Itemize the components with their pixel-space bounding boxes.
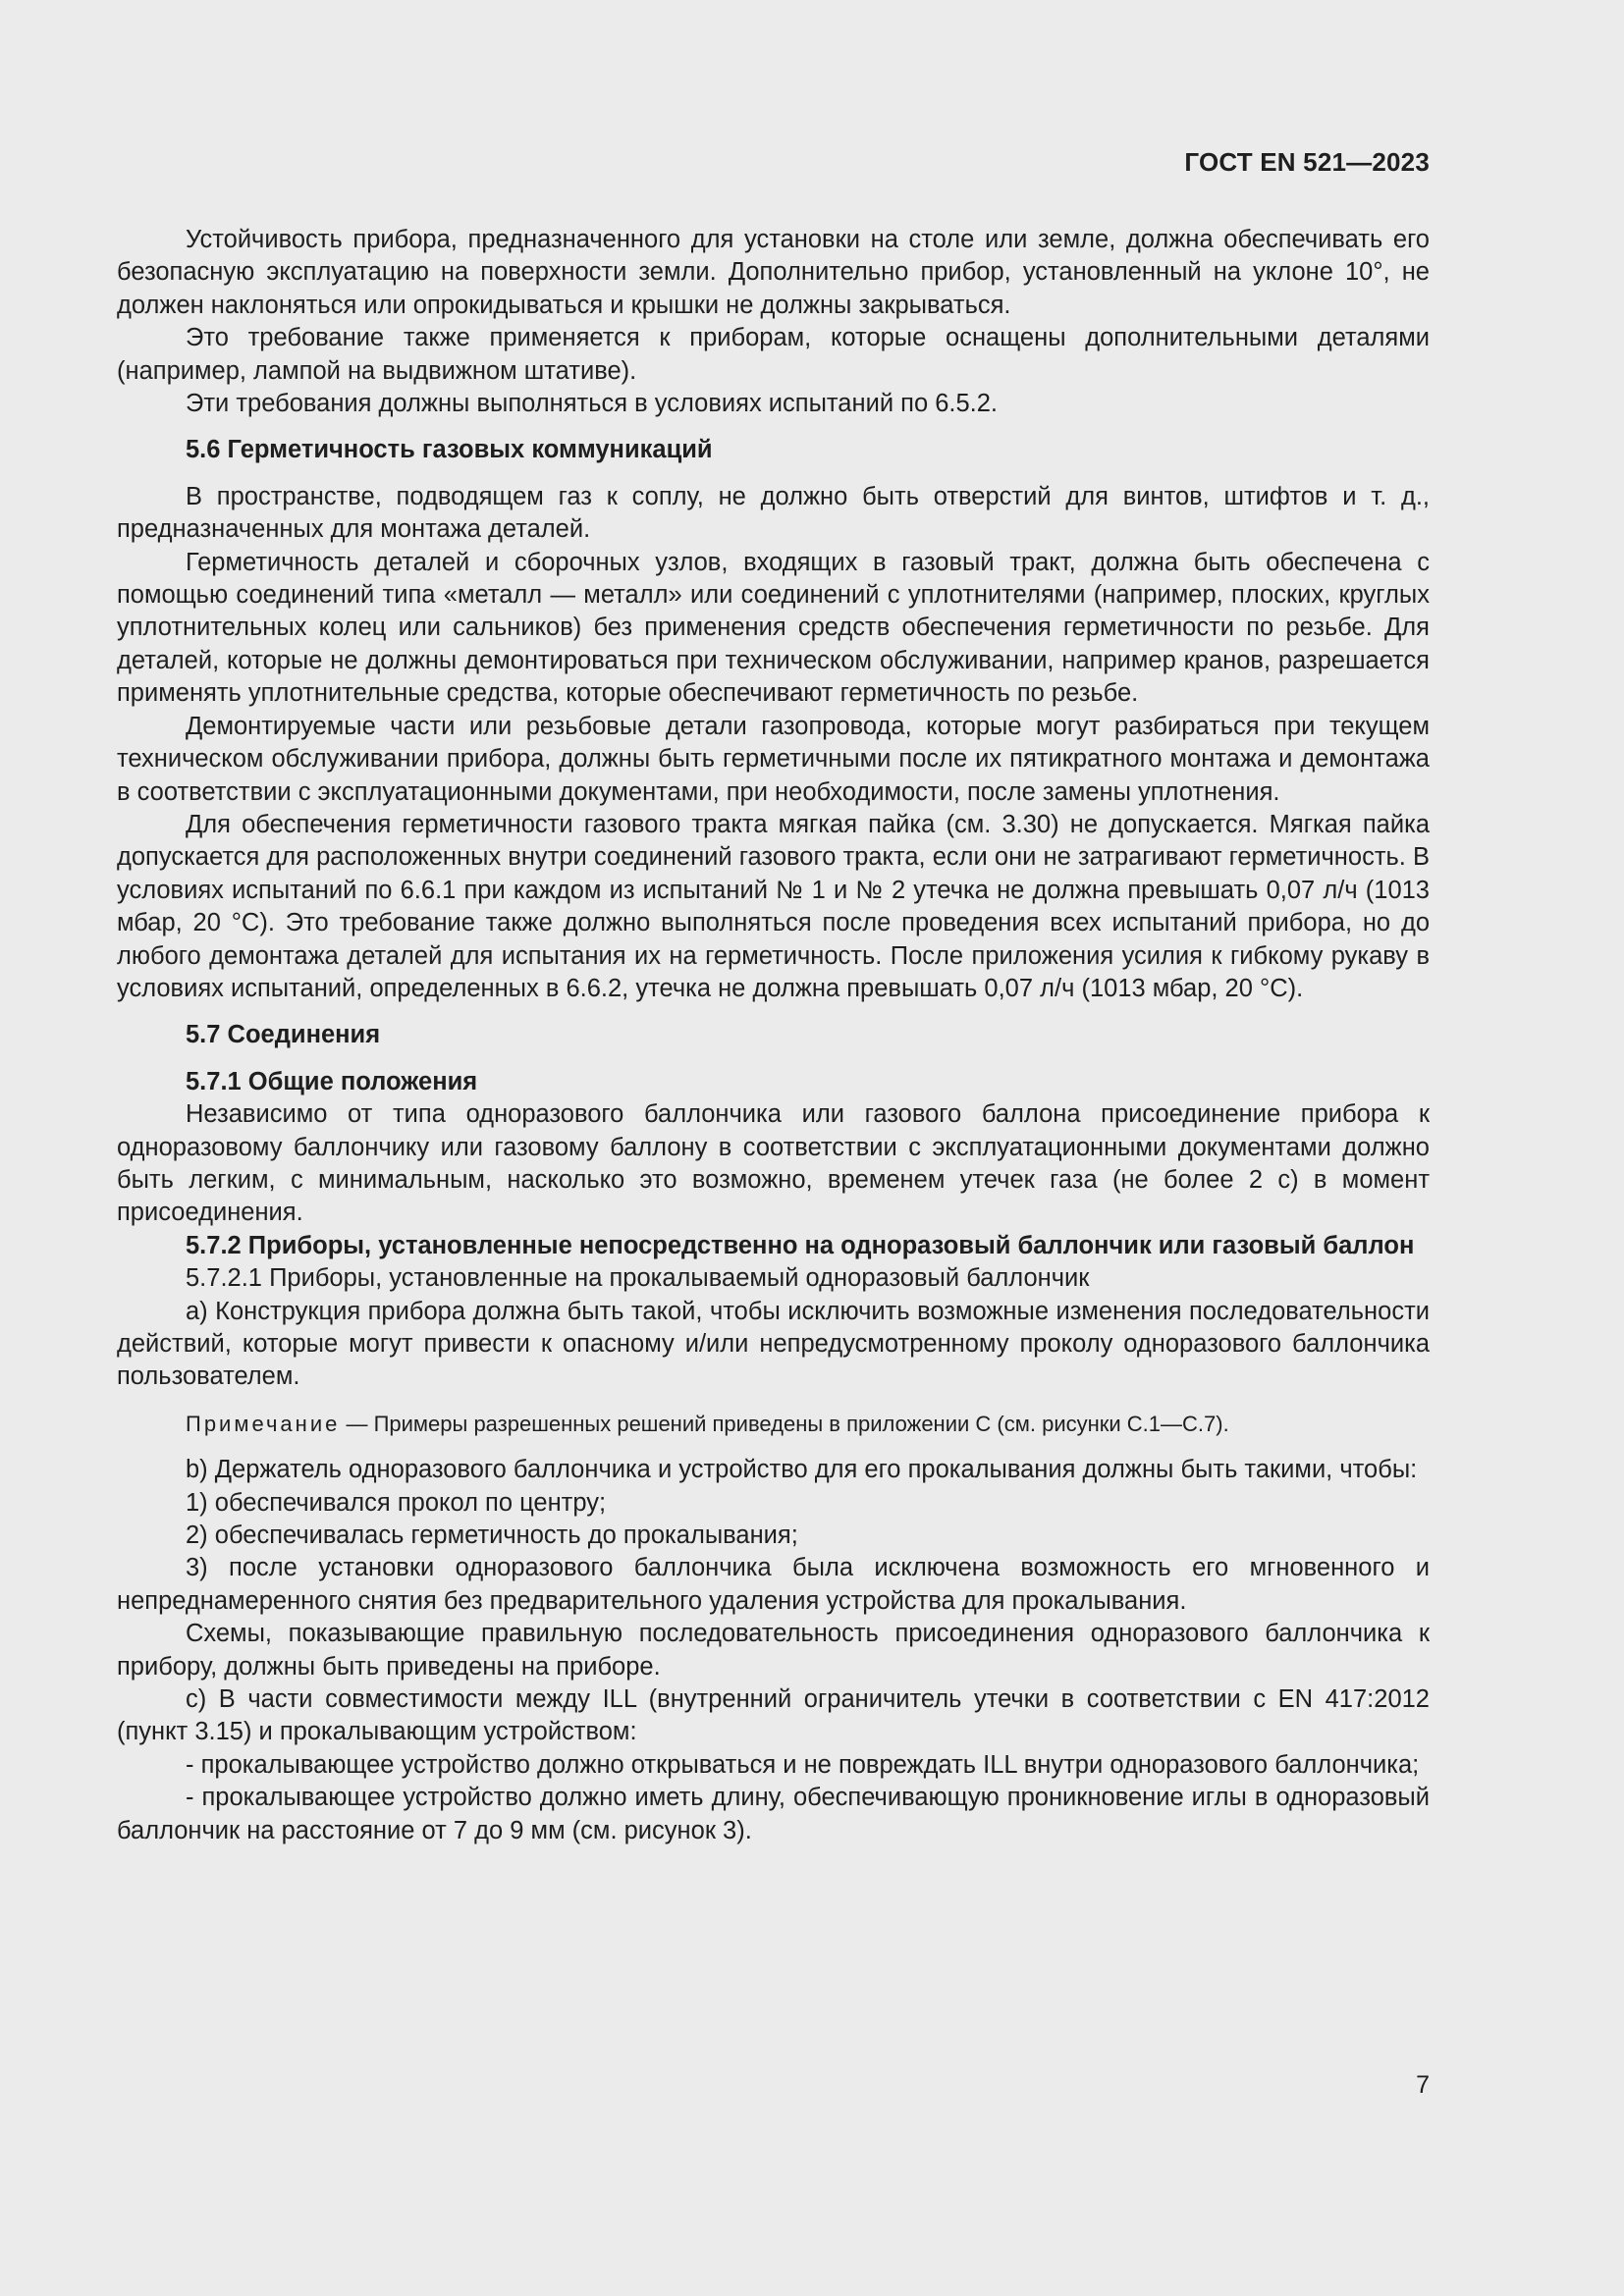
paragraph: Устойчивость прибора, предназначенного для установки на столе или земле, должна обеспечивать его безопасную эксплуатацию на поверхности земли. Дополнительно прибор, установленный на уклоне 10°, не должен наклоняться или опрокидываться и крышки не должны закрываться. (117, 226, 1430, 319)
list-item: - прокалывающее устройство должно иметь длину, обеспечивающую проникновение иглы в одноразовый баллончик на расстояние от 7 до 9 мм (см. рисунок 3). (117, 1784, 1430, 1844)
note-label: Примечание (186, 1411, 341, 1436)
body-text (117, 224, 1430, 1847)
list-item: 3) после установки одноразового баллончика была исключена возможность его мгновенного и непреднамеренного снятия без предварительного удаления устройства для прокалывания. (117, 1554, 1430, 1615)
section-heading: 5.6 Герметичность газовых коммуникаций (186, 436, 713, 464)
paragraph: Эти требования должны выполняться в условиях испытаний по 6.5.2. (186, 390, 999, 418)
note (117, 1408, 1430, 1440)
section-heading: 5.7 Соединения (186, 1021, 381, 1049)
list-item: b) Держатель одноразового баллончика и устройство для его прокалывания должны быть такими, чтобы: (186, 1456, 1418, 1484)
paragraph: Независимо от типа одноразового баллончика или газового баллона присоединение прибора к одноразовому баллончику или газовому баллону в соответствии с эксплуатационными документами должно быть легким, с минимальным, насколько это возможно, временем утечек газа (не более 2 с) в момент присоединения. (117, 1100, 1430, 1227)
list-item: 1) обеспечивался прокол по центру; (186, 1488, 607, 1517)
page-number: 7 (1416, 2071, 1430, 2099)
paragraph: Для обеспечения герметичности газового тракта мягкая пайка (см. 3.30) не допускается. Мягкая пайка допускается для расположенных внутри соединений газового тракта, если они не затрагивают герметичность. В условиях испытаний по 6.6.1 при каждом из испытаний № 1 и № 2 утечка не должна превышать 0,07 л/ч (1013 мбар, 20 °С). Это требование также должно выполняться после проведения всех испытаний прибора, но до любого демонтажа деталей для испытания их на герметичность. После приложения усилия к гибкому рукаву в условиях испытаний, определенных в 6.6.2, утечка не должна превышать 0,07 л/ч (1013 мбар, 20 °С). (117, 810, 1430, 1002)
list-item: 2) обеспечивалась герметичность до прокалывания; (186, 1522, 798, 1550)
document-header: ГОСТ EN 521—2023 (1184, 147, 1430, 177)
list-item: с) В части совместимости между ILL (внутренний ограничитель утечки в соответствии с EN 417:2012 (пункт 3.15) и прокалывающим устройством: (117, 1685, 1430, 1746)
list-item: - прокалывающее устройство должно открываться и не повреждать ILL внутри одноразового баллончика; (186, 1750, 1420, 1779)
subsection-heading: 5.7.1 Общие положения (186, 1067, 478, 1095)
subsection-heading: 5.7.2 Приборы, установленные непосредственно на одноразовый баллончик или газовый баллон (186, 1231, 1415, 1259)
paragraph: Герметичность деталей и сборочных узлов, входящих в газовый тракт, должна быть обеспечена с помощью соединений типа «металл — металл» или соединений с уплотнителями (например, плоских, круглых уплотнительных колец или сальников) без применения средств обеспечения герметичности по резьбе. Для деталей, которые не должны демонтироваться при техническом обслуживании, например кранов, разрешается применять уплотнительные средства, которые обеспечивают герметичность по резьбе. (117, 548, 1430, 708)
paragraph: Демонтируемые части или резьбовые детали газопровода, которые могут разбираться при текущем техническом обслуживании прибора, должны быть герметичными после их пятикратного монтажа и демонтажа в соответствии с эксплуатационными документами, при необходимости, после замены уплотнения. (117, 712, 1430, 806)
clause-heading: 5.7.2.1 Приборы, установленные на прокалываемый одноразовый баллончик (186, 1264, 1090, 1293)
paragraph: Схемы, показывающие правильную последовательность присоединения одноразового баллончика к прибору, должны быть приведены на приборе. (117, 1620, 1430, 1681)
paragraph: В пространстве, подводящем газ к соплу, не должно быть отверстий для винтов, штифтов и т. д., предназначенных для монтажа деталей. (117, 482, 1430, 544)
list-item: а) Конструкция прибора должна быть такой, чтобы исключить возможные изменения последовательности действий, которые могут привести к опасному и/или непредусмотренному проколу одноразового баллончика пользователем. (117, 1297, 1430, 1391)
note-text: — Примеры разрешенных решений приведены в приложении С (см. рисунки С.1—С.7). (346, 1411, 1229, 1436)
paragraph: Это требование также применяется к приборам, которые оснащены дополнительными деталями (например, лампой на выдвижном штативе). (117, 324, 1430, 385)
